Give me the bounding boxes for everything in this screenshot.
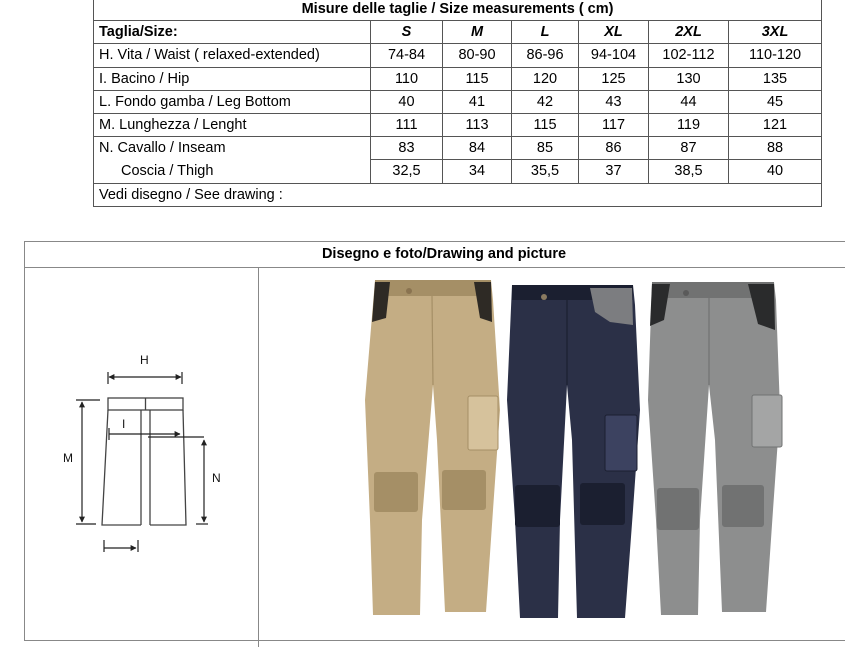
size-header-xl: XL <box>579 21 649 44</box>
table-cell: 74-84 <box>371 44 443 67</box>
table-cell: 121 <box>729 113 822 136</box>
button <box>406 288 412 294</box>
table-cell: 111 <box>371 113 443 136</box>
table-cell: 38,5 <box>649 160 729 183</box>
knee-pad <box>442 470 486 510</box>
table-cell: 135 <box>729 67 822 90</box>
knee-pad <box>515 485 560 527</box>
row-label: L. Fondo gamba / Leg Bottom <box>94 90 371 113</box>
drawing-section-title: Disegno e foto/Drawing and picture <box>25 242 845 268</box>
size-header-m: M <box>443 21 512 44</box>
table-cell: 117 <box>579 113 649 136</box>
row-label: Coscia / Thigh <box>94 160 371 183</box>
table-cell: 44 <box>649 90 729 113</box>
row-label: M. Lunghezza / Lenght <box>94 113 371 136</box>
table-cell: 45 <box>729 90 822 113</box>
table-cell: 87 <box>649 137 729 160</box>
table-cell: 125 <box>579 67 649 90</box>
row-label: H. Vita / Waist ( relaxed-extended) <box>94 44 371 67</box>
table-cell: 120 <box>512 67 579 90</box>
table-cell: 35,5 <box>512 160 579 183</box>
table-cell: 130 <box>649 67 729 90</box>
trousers-body <box>648 282 780 615</box>
table-cell: 94-104 <box>579 44 649 67</box>
waistband <box>375 280 491 296</box>
table-cell: 37 <box>579 160 649 183</box>
size-header-s: S <box>371 21 443 44</box>
table-cell: 40 <box>371 90 443 113</box>
cargo-pocket <box>468 396 498 450</box>
size-header-label: Taglia/Size: <box>94 21 371 44</box>
cargo-pocket <box>605 415 637 471</box>
table-cell: 110-120 <box>729 44 822 67</box>
table-cell: 115 <box>443 67 512 90</box>
table-cell: 34 <box>443 160 512 183</box>
label-m: M <box>63 451 73 465</box>
size-header-3xl: 3XL <box>729 21 822 44</box>
table-cell: 80-90 <box>443 44 512 67</box>
label-h: H <box>140 353 149 367</box>
table-cell: 86 <box>579 137 649 160</box>
knee-pad <box>657 488 699 530</box>
table-cell: 43 <box>579 90 649 113</box>
table-cell: 40 <box>729 160 822 183</box>
grey-trousers-photo <box>648 282 782 615</box>
table-cell: 41 <box>443 90 512 113</box>
table-cell: 102-112 <box>649 44 729 67</box>
knee-pad <box>722 485 764 527</box>
label-n: N <box>212 471 221 485</box>
knee-pad <box>580 483 625 525</box>
table-cell: 42 <box>512 90 579 113</box>
table-cell: 115 <box>512 113 579 136</box>
table-cell: 86-96 <box>512 44 579 67</box>
row-label: I. Bacino / Hip <box>94 67 371 90</box>
table-cell: 113 <box>443 113 512 136</box>
table-cell: 88 <box>729 137 822 160</box>
navy-trousers-photo <box>507 285 640 618</box>
button <box>683 290 689 296</box>
button <box>541 294 547 300</box>
table-cell: 84 <box>443 137 512 160</box>
beige-trousers-photo <box>365 280 500 615</box>
size-header-2xl: 2XL <box>649 21 729 44</box>
table-cell: 119 <box>649 113 729 136</box>
knee-pad <box>374 472 418 512</box>
table-cell: 32,5 <box>371 160 443 183</box>
size-header-l: L <box>512 21 579 44</box>
table-cell: 110 <box>371 67 443 90</box>
table-cell: 83 <box>371 137 443 160</box>
table-title: Misure delle taglie / Size measurements ( cm) <box>94 0 822 21</box>
see-drawing-note: Vedi disegno / See drawing : <box>94 183 822 206</box>
row-label: N. Cavallo / Inseam <box>94 137 371 160</box>
table-cell: 85 <box>512 137 579 160</box>
cargo-pocket <box>752 395 782 447</box>
label-i: I <box>122 417 126 431</box>
